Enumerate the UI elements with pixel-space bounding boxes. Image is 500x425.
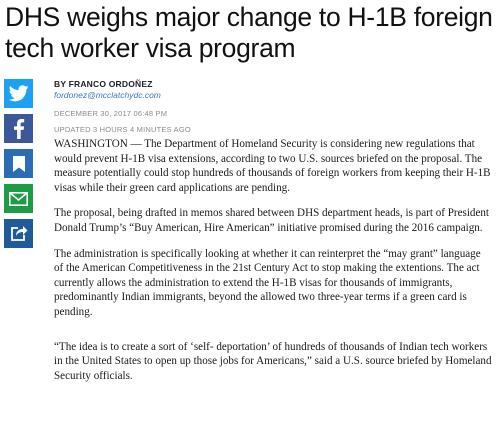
publish-date: DECEMBER 30, 2017 06:48 PM (54, 109, 168, 118)
email-icon (9, 192, 28, 206)
article-paragraph-1: WASHINGTON — The Department of Homeland Security is considering new regulations that would prevent H-1B visa extensions, according to two U.S. sources briefed on the proposal. The measure potentially could stop hundreds of thousands of foreign workers from keeping their H-1B visas while their green card applications are pending. (54, 138, 491, 194)
updated-time: UPDATED 3 HOURS 4 MINUTES AGO (54, 125, 191, 134)
headline: DHS weighs major change to H-1B foreign tech worker visa program (5, 2, 493, 63)
share-button[interactable] (4, 219, 33, 248)
author-email-link[interactable]: fordonez@mcclatchydc.com (54, 90, 161, 100)
byline (54, 79, 354, 135)
article-paragraph-3: The administration is specifically looking at whether it can reinterpret the “may grant” language of the American Competitiveness in the 21st Century Act to stop making the extentions. The act currently allows the administration to extend the H-1B visas for thousands of immigrants, predominantly Indian immigrants, beyond the allowed two three-year terms if a green card is pending. (54, 247, 481, 318)
bookmark-icon (13, 156, 25, 172)
share-icon (10, 225, 28, 242)
twitter-icon (9, 85, 29, 102)
facebook-share-button[interactable] (4, 114, 33, 143)
facebook-icon (13, 119, 25, 139)
article-paragraph-2: The proposal, being drafted in memos shared between DHS department heads, is part of President Donald Trump’s “Buy American, Hire American” initiative promised during the 2016 campaign. (54, 207, 490, 234)
twitter-share-button[interactable] (4, 79, 33, 108)
article-paragraph-4: “The idea is to create a sort of ‘self- deportation’ of hundreds of thousands of Indian tech workers in the United States to open up those jobs for Americans,” said a U.S. source briefed by Homeland Security officials. (54, 340, 492, 382)
bookmark-button[interactable] (4, 149, 33, 178)
email-share-button[interactable] (4, 184, 33, 213)
author-name: BY FRANCO ORDOÑEZ (54, 79, 153, 89)
article-body (54, 137, 492, 394)
share-bar (4, 79, 33, 254)
